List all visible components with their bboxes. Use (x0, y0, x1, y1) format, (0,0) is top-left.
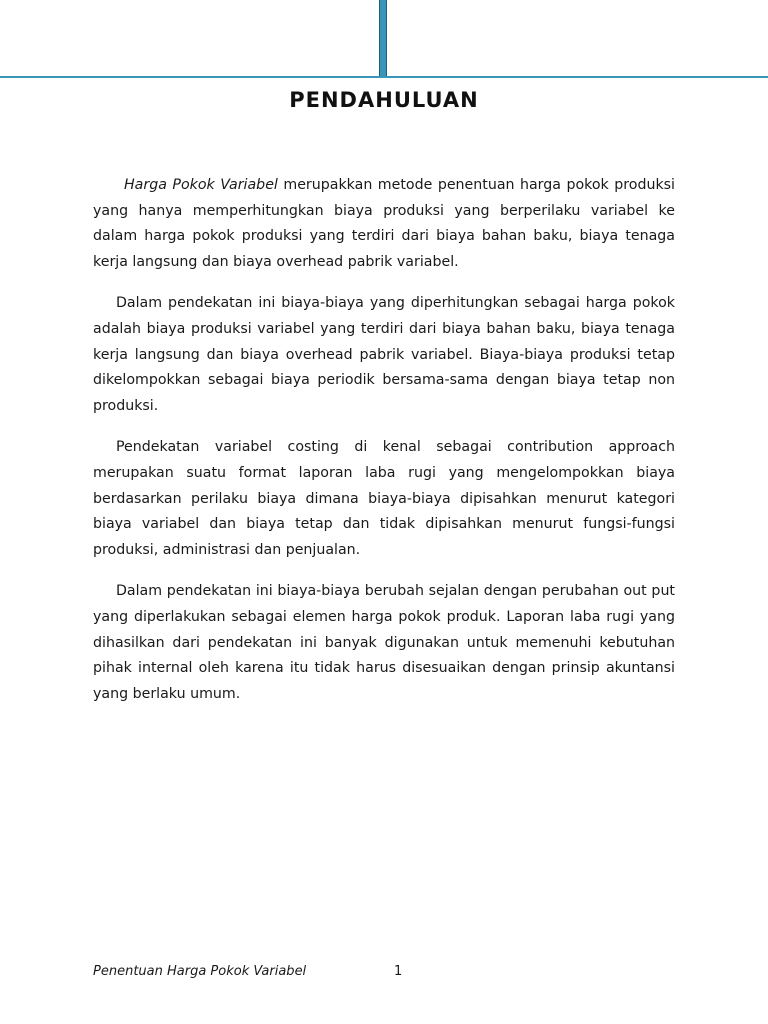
body-content (93, 173, 675, 723)
footer-title: Penentuan Harga Pokok Variabel (93, 964, 307, 979)
footer-page-number: 1 (394, 964, 403, 979)
paragraph-1-text: merupakkan metode penentuan harga pokok produksi yang hanya memperhitungkan biaya produksi yang berperilaku variabel ke dalam harga pokok produksi yang terdiri dari biaya bahan baku, biaya tenaga kerja langsung dan biaya overhead pabrik variabel. (93, 177, 675, 271)
paragraph-1 (93, 173, 675, 276)
header-horizontal-rule (0, 76, 768, 78)
paragraph-1-italic-term: Harga Pokok Variabel (124, 177, 278, 193)
paragraph-3: Pendekatan variabel costing di kenal sebagai contribution approach merupakan suatu format laporan laba rugi yang mengelompokkan biaya berdasarkan perilaku biaya dimana biaya-biaya dipisahkan menurut kategori biaya variabel dan biaya tetap dan tidak dipisahkan menurut fungsi-fungsi produksi, administrasi dan penjualan. (93, 439, 675, 559)
paragraph-2: Dalam pendekatan ini biaya-biaya yang diperhitungkan sebagai harga pokok adalah biaya produksi variabel yang terdiri dari biaya bahan baku, biaya tenaga kerja langsung dan biaya overhead pabrik variabel. Biaya-biaya produksi tetap dikelompokkan sebagai biaya periodik bersama-sama dengan biaya tetap non produksi. (93, 295, 675, 415)
page-title: PENDAHULUAN (289, 88, 479, 112)
header-vertical-bar (379, 0, 387, 76)
paragraph-4: Dalam pendekatan ini biaya-biaya berubah sejalan dengan perubahan out put yang diperlakukan sebagai elemen harga pokok produk. Laporan laba rugi yang dihasilkan dari pendekatan ini banyak digunakan untuk memenuhi kebutuhan pihak internal oleh karena itu tidak harus disesuaikan dengan prinsip akuntansi yang berlaku umum. (93, 583, 675, 703)
